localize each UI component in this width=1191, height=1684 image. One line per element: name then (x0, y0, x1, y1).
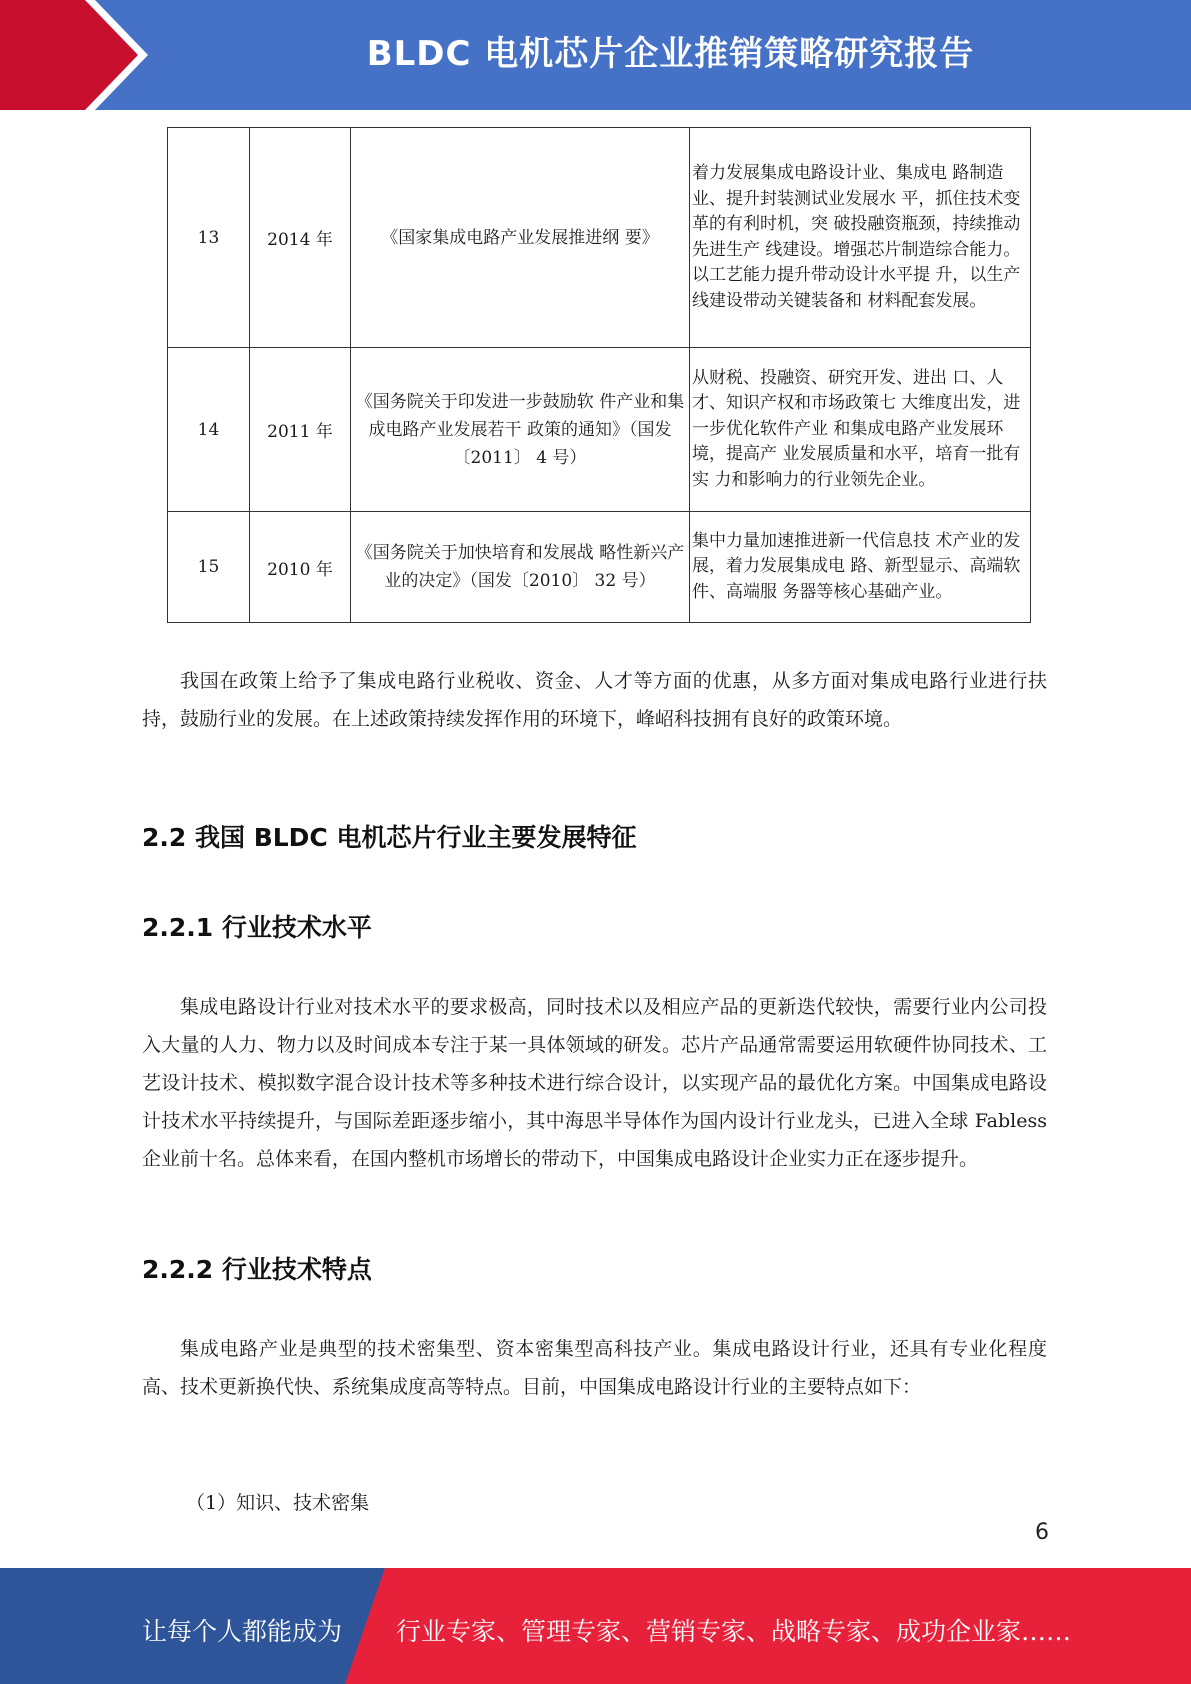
table-row (168, 512, 1031, 623)
header-title: BLDC 电机芯片企业推销策略研究报告 (366, 34, 975, 74)
table-row (168, 128, 1031, 348)
section-heading-2-2-1: 2.2.1 行业技术水平 (142, 913, 372, 942)
tech-level-paragraph (142, 988, 1047, 1178)
tech-level-paragraph-text: 集成电路设计行业对技术水平的要求极高，同时技术以及相应产品的更新迭代较快，需要行业内公司投入大量的人力、物力以及时间成本专注于某一具体领域的研发。芯片产品通常需要运用软硬件协同技术、工艺设计技术、模拟数字混合设计技术等多种技术进行综合设计，以实现产品的最优化方案。中国集成电路设计技术水平持续提升，与国际差距逐步缩小，其中海思半导体作为国内设计行业龙头，已进入全球 Fabless 企业前十名。总体来看，在国内整机市场增长的带动下，中国集成电路设计企业实力正在逐步提升。 (142, 996, 1047, 1170)
row-year: 2014 年 (250, 128, 351, 348)
footer-slogan-left: 让每个人都能成为 (142, 1617, 343, 1646)
table-row (168, 348, 1031, 512)
list-item-1: （1）知识、技术密集 (186, 1492, 370, 1514)
page-number: 6 (1035, 1520, 1049, 1545)
tech-feature-paragraph (142, 1330, 1047, 1406)
row-description: 从财税、投融资、研究开发、进出 口、人才、知识产权和市场政策七 大维度出发，进一步优化软件产业 和集成电路产业发展环境，提高产 业发展质量和水平，培育一批有实 力和影响力的行业领先企业。 (690, 348, 1031, 512)
row-year: 2011 年 (250, 348, 351, 512)
row-year: 2010 年 (250, 512, 351, 623)
row-number: 15 (168, 512, 250, 623)
policy-paragraph (142, 662, 1047, 738)
section-heading-2-2: 2.2 我国 BLDC 电机芯片行业主要发展特征 (142, 823, 637, 852)
row-description: 着力发展集成电路设计业、集成电 路制造业、提升封装测试业发展水 平，抓住技术变革的有利时机，突 破投融资瓶颈，持续推动先进生产 线建设。增强芯片制造综合能力。 以工艺能力提升带动设计水平提 升，以生产线建设带动关键装备和 材料配套发展。 (690, 128, 1031, 348)
section-heading-2-2-2: 2.2.2 行业技术特点 (142, 1255, 372, 1284)
row-document: 《国务院关于加快培育和发展战 略性新兴产业的决定》（国发〔2010〕 32 号） (351, 512, 690, 623)
policy-table (167, 127, 1031, 623)
policy-paragraph-text: 我国在政策上给予了集成电路行业税收、资金、人才等方面的优惠，从多方面对集成电路行业进行扶持，鼓励行业的发展。在上述政策持续发挥作用的环境下，峰岹科技拥有良好的政策环境。 (142, 670, 1047, 730)
row-number: 13 (168, 128, 250, 348)
row-document: 《国家集成电路产业发展推进纲 要》 (351, 128, 690, 348)
row-document: 《国务院关于印发进一步鼓励软 件产业和集成电路产业发展若干 政策的通知》（国发〔2011〕 4 号） (351, 348, 690, 512)
tech-feature-paragraph-text: 集成电路产业是典型的技术密集型、资本密集型高科技产业。集成电路设计行业，还具有专业化程度高、技术更新换代快、系统集成度高等特点。目前，中国集成电路设计行业的主要特点如下： (142, 1338, 1047, 1398)
page-header (0, 0, 1191, 110)
row-number: 14 (168, 348, 250, 512)
row-description: 集中力量加速推进新一代信息技 术产业的发展，着力发展集成电 路、新型显示、高端软件、高端服 务器等核心基础产业。 (690, 512, 1031, 623)
footer-slogan-right: 行业专家、管理专家、营销专家、战略专家、成功企业家…… (396, 1617, 1072, 1646)
